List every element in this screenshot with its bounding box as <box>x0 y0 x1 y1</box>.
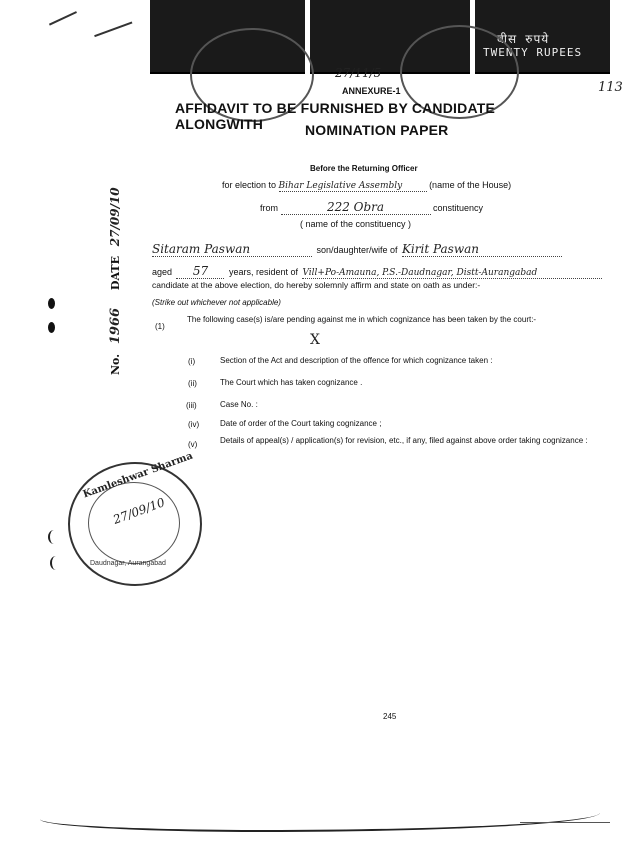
cross-mark: X <box>310 332 320 348</box>
scan-edge-line <box>520 822 610 823</box>
item-number: (iii) <box>186 401 197 410</box>
notary-sign: 27/09/10 <box>111 495 167 527</box>
reg-no-value: 1966 <box>108 307 123 345</box>
reg-no-label: No. <box>109 353 122 375</box>
punch-mark <box>48 530 60 544</box>
para1-number: (1) <box>155 322 165 331</box>
address-value: Vill+Po-Amauna, P.S.-Daudnagar, Distt-Aurangabad <box>302 268 602 279</box>
aged-prefix: aged <box>152 267 173 277</box>
scan-edge-line <box>40 800 600 832</box>
item-number: (v) <box>188 440 198 449</box>
item-text: Case No. : <box>220 400 258 409</box>
item-number: (iv) <box>188 420 200 429</box>
deponent-name: Sitaram Paswan <box>152 242 312 257</box>
item-number: (i) <box>188 357 196 366</box>
para1-text: The following case(s) is/are pending against me in which cognizance has been taken by the court:- <box>187 315 537 324</box>
stamp-date: 27/11/5 <box>335 66 382 80</box>
notary-bottom-text: Daudnagar, Aurangabad <box>90 560 166 567</box>
reg-date-label: DATE <box>109 256 122 291</box>
election-line <box>222 180 511 192</box>
item-number: (ii) <box>188 379 197 388</box>
constituency-value: 222 Obra <box>281 200 431 215</box>
election-house-value: Bihar Legislative Assembly <box>279 181 427 192</box>
election-suffix: (name of the House) <box>429 180 512 190</box>
notary-seal <box>68 450 202 586</box>
notary-name: Kamleshwar Sharma <box>81 450 195 501</box>
before-line: Before the Returning Officer <box>310 164 418 173</box>
punch-mark <box>48 322 55 333</box>
corner-mark <box>94 22 136 47</box>
punch-mark <box>48 298 55 309</box>
page-number: 245 <box>383 712 397 721</box>
relation-text: son/daughter/wife of <box>316 245 398 255</box>
punch-mark <box>50 556 62 570</box>
constituency-note: ( name of the constituency ) <box>300 219 412 229</box>
constituency-suffix: constituency <box>433 203 484 213</box>
corner-mark <box>43 0 77 26</box>
candidate-line: candidate at the above election, do hereby solemnly affirm and state on oath as under:- <box>152 280 481 290</box>
item-text: Details of appeal(s) / application(s) for revision, etc., if any, filed against above order taking cognizance : <box>220 436 588 445</box>
father-name: Kirit Paswan <box>402 242 562 257</box>
years-text: years, resident of <box>228 267 298 277</box>
page-title: AFFIDAVIT TO BE FURNISHED BY CANDIDATE ALONGWITH <box>175 100 496 132</box>
item-text: The Court which has taken cognizance . <box>220 378 363 387</box>
election-prefix: for election to <box>222 180 277 190</box>
age-line <box>152 262 602 280</box>
stamp-value-text: TWENTY RUPEES <box>483 46 583 59</box>
page-subtitle: NOMINATION PAPER <box>305 122 449 138</box>
item-text: Date of order of the Court taking cognizance ; <box>220 419 382 428</box>
strike-note: (Strike out whichever not applicable) <box>152 298 281 307</box>
from-prefix: from <box>260 203 278 213</box>
deponent-line <box>152 240 562 258</box>
reg-date-value: 27/09/10 <box>108 187 122 247</box>
registration-stamp <box>108 187 123 375</box>
age-value: 57 <box>176 264 224 279</box>
page-reference: 113 <box>598 80 623 95</box>
item-text: Section of the Act and description of the offence for which cognizance taken : <box>220 356 493 365</box>
annexure-label: ANNEXURE-1 <box>342 86 401 96</box>
stamp-hindi-text: बीस रुपये <box>497 32 550 46</box>
constituency-line <box>260 200 483 215</box>
